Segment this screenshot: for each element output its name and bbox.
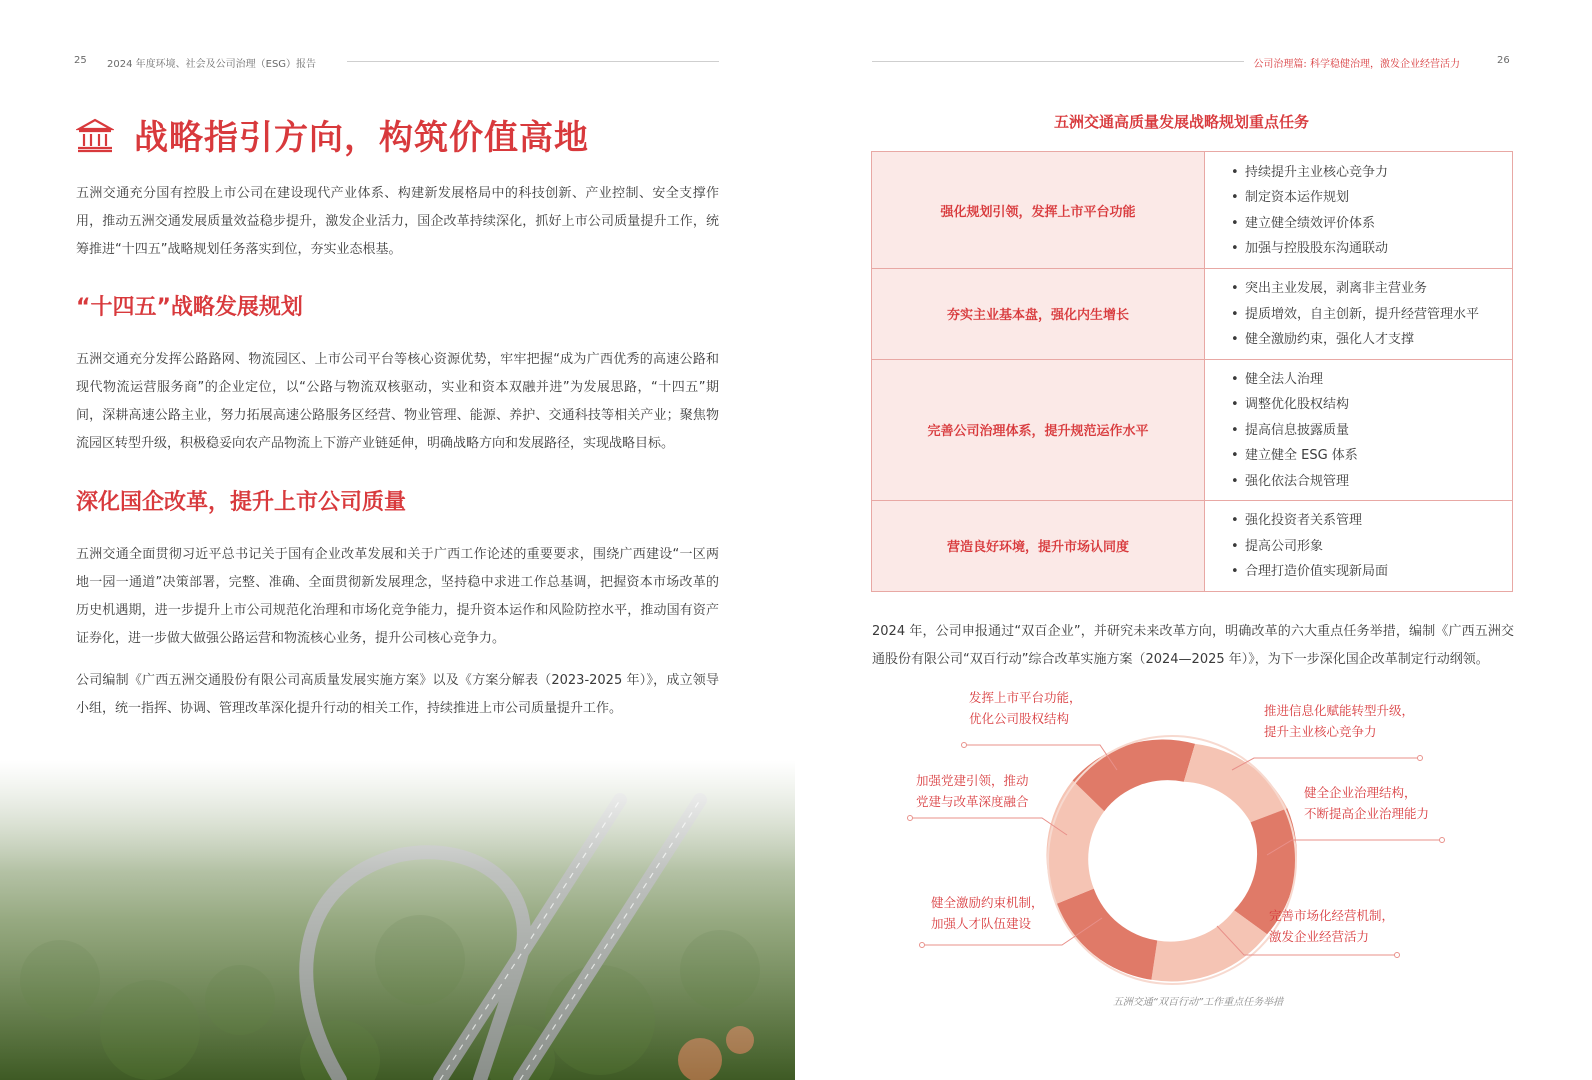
row-items [1205,152,1513,269]
page-number-right: 26 [1497,55,1510,66]
table-row [872,269,1513,360]
section-heading-reform: 深化国企改革，提升上市公司质量 [76,490,407,515]
row-label: 夯实主业基本盘，强化内生增长 [872,269,1205,360]
diagram-label: 健全企业治理结构， [1304,785,1417,800]
list-item: • 强化投资者关系管理 [1231,508,1502,534]
list-item: • 建立健全 ESG 体系 [1231,443,1502,469]
list-item: • 提高公司形象 [1231,534,1502,560]
strategy-task-table [871,151,1513,592]
table-row [872,152,1513,269]
diagram-label: 推进信息化赋能转型升级， [1264,703,1415,718]
ring [1046,736,1296,984]
row-items [1205,359,1513,501]
list-item: • 建立健全绩效评价体系 [1231,211,1502,237]
list-item: • 提高信息披露质量 [1231,418,1502,444]
diagram-caption: 五洲交通“双百行动”工作重点任务举措 [1112,997,1284,1008]
report-title: 2024 年度环境、社会及公司治理（ESG）报告 [107,59,317,70]
page-title-text: 战略指引方向，构筑价值高地 [134,118,589,158]
header-rule-left [347,61,719,62]
list-item: • 健全激励约束，强化人才支撑 [1231,327,1502,353]
list-item: • 调整优化股权结构 [1231,392,1502,418]
diagram-label: 健全激励约束机制， [931,895,1044,910]
diagram-label: 加强人才队伍建设 [931,916,1032,931]
diagram-label: 发挥上市平台功能， [969,690,1082,705]
diagram-label: 加强党建引领，推动 [916,773,1029,788]
list-item: • 合理打造价值实现新局面 [1231,559,1502,585]
list-item: • 加强与控股股东沟通联动 [1231,236,1502,262]
institution-building-icon [76,117,114,153]
row-label: 强化规划引领，发挥上市平台功能 [872,152,1205,269]
row-items [1205,269,1513,360]
diagram-label: 党建与改革深度融合 [916,794,1029,809]
page-title [76,110,589,159]
diagram-label: 优化公司股权结构 [969,711,1070,726]
list-item: • 持续提升主业核心竞争力 [1231,160,1502,186]
diagram-label: 完善市场化经营机制， [1269,908,1395,923]
strategy-paragraph: 五洲交通充分发挥公路路网、物流园区、上市公司平台等核心资源优势，牢牢把握“成为广西优秀的高速公路和现代物流运营服务商”的企业定位，以“公路与物流双核驱动，实业和资本双融并进”为发展思路，“十四五”期间，深耕高速公路主业，努力拓展高速公路服务区经营、物业管理、能源、养护、交通科技等相关产业；聚焦物流园区转型升级，积极稳妥向农产品物流上下游产业链延伸，明确战略方向和发展路径，实现战略目标。 [76,352,719,451]
header-rule-right [872,61,1244,62]
list-item: • 强化依法合规管理 [1231,469,1502,495]
chapter-title: 公司治理篇: 科学稳健治理，激发企业经营活力 [1253,59,1460,70]
list-item: • 制定资本运作规划 [1231,185,1502,211]
highway-aerial-photo [0,760,795,1080]
diagram-label: 激发企业经营活力 [1269,929,1370,944]
list-item: • 突出主业发展，剥离非主营业务 [1231,276,1502,302]
list-item: • 提质增效，自主创新，提升经营管理水平 [1231,302,1502,328]
list-item: • 健全法人治理 [1231,367,1502,393]
reform-ring-diagram [872,690,1552,990]
table-row [872,501,1513,592]
table-title: 五洲交通高质量发展战略规划重点任务 [1053,113,1309,131]
row-label: 完善公司治理体系，提升规范运作水平 [872,359,1205,501]
page-number-left: 25 [74,55,87,66]
reform-paragraph: 五洲交通全面贯彻习近平总书记关于国有企业改革发展和关于广西工作论述的重要要求，围绕广西建设“一区两地一园一通道”决策部署，完整、准确、全面贯彻新发展理念，坚持稳中求进工作总基调，把握资本市场改革的历史机遇期，进一步提升上市公司规范化治理和市场化竞争能力，提升资本运作和风险防控水平，推动国有资产证券化，进一步做大做强公路运营和物流核心业务，提升公司核心竞争力。 [76,547,719,646]
intro-paragraph: 五洲交通充分国有控股上市公司在建设现代产业体系、构建新发展格局中的科技创新、产业控制、安全支撑作用，推动五洲交通发展质量效益稳步提升，激发企业活力，国企改革持续深化，抓好上市公司质量提升工作，统筹推进“十四五”战略规划任务落实到位，夯实业态根基。 [76,186,719,257]
table-row [872,359,1513,501]
row-items [1205,501,1513,592]
row-label: 营造良好环境，提升市场认同度 [872,501,1205,592]
diagram-label: 不断提高企业治理能力 [1304,806,1430,821]
section-heading-strategy: “十四五”战略发展规划 [76,295,303,320]
diagram-label: 提升主业核心竞争力 [1264,724,1377,739]
double-hundred-paragraph: 2024 年，公司申报通过“双百企业”，并研究未来改革方向，明确改革的六大重点任务举措，编制《广西五洲交通股份有限公司“双百行动”综合改革实施方案（2024—2025 年）》，为下一步深化国企改革制定行动纲领。 [872,624,1514,667]
plan-paragraph: 公司编制《广西五洲交通股份有限公司高质量发展实施方案》以及《方案分解表（2023-2025 年）》，成立领导小组，统一指挥、协调、管理改革深化提升行动的相关工作，持续推进上市公司质量提升工作。 [76,673,719,716]
